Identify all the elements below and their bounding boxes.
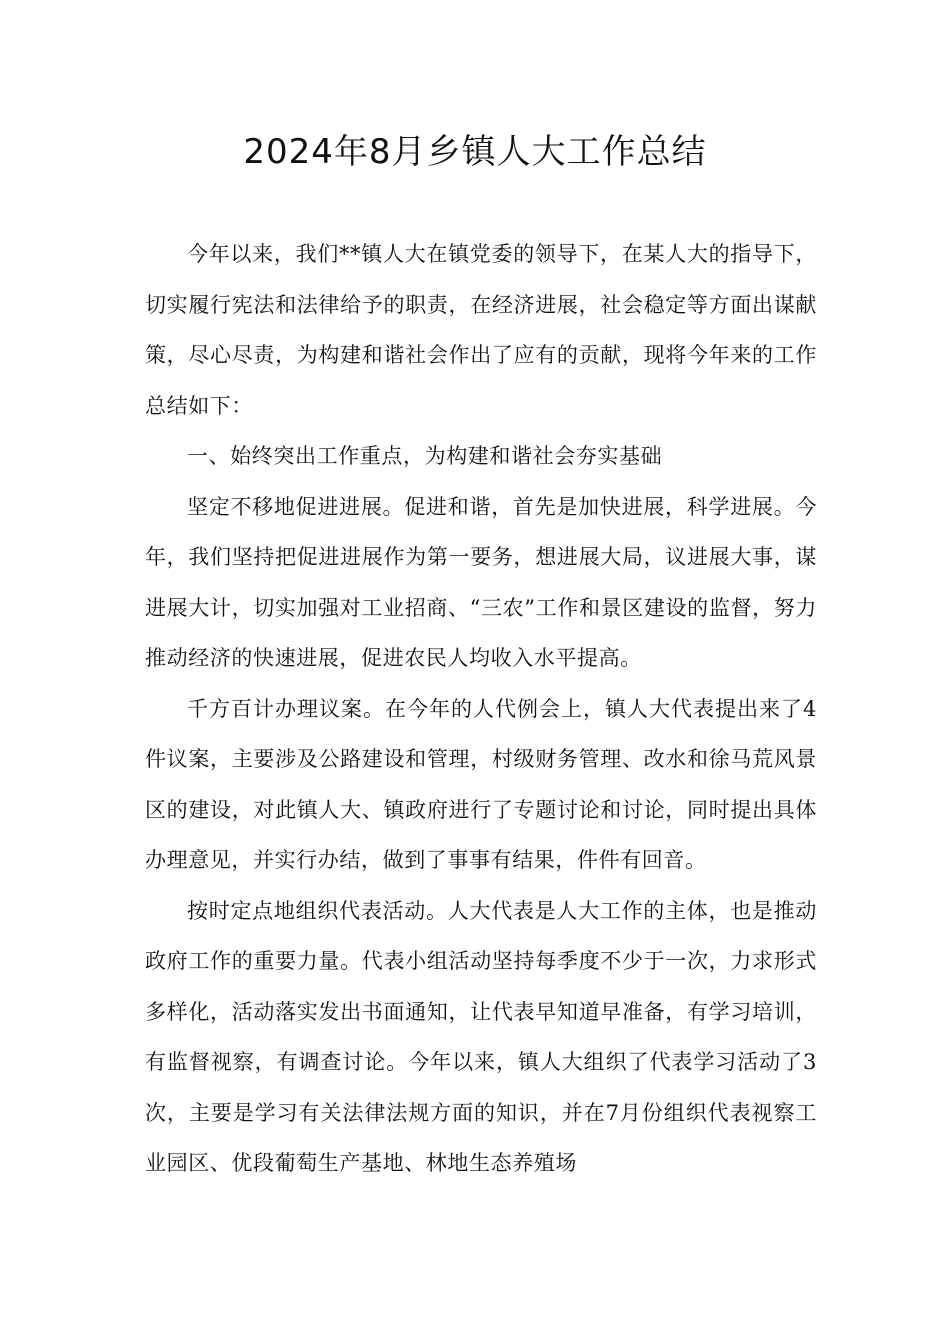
document-title: 2024年8月乡镇人大工作总结 xyxy=(243,132,707,172)
paragraph-intro: 今年以来，我们**镇人大在镇党委的领导下，在某人大的指导下，切实履行宪法和法律给予的职责，在经济进展，社会稳定等方面出谋献策，尽心尽责，为构建和谐社会作出了应有的贡献，现将今年来的工作总结如下： xyxy=(145,242,817,418)
document-body xyxy=(145,229,817,1189)
section-heading-1: 一、始终突出工作重点，为构建和谐社会夯实基础 xyxy=(187,444,663,468)
paragraph-representative-activities: 按时定点地组织代表活动。人大代表是人大工作的主体，也是推动政府工作的重要力量。代表小组活动坚持每季度不少于一次，力求形式多样化，活动落实发出书面通知，让代表早知道早准备，有学习培训，有监督视察，有调查讨论。今年以来，镇人大组织了代表学习活动了3次，主要是学习有关法律法规方面的知识，并在7月份组织代表视察工业园区、优段葡萄生产基地、林地生态养殖场 xyxy=(145,898,817,1175)
paragraph-development: 坚定不移地促进进展。促进和谐，首先是加快进展，科学进展。今年，我们坚持把促进进展作为第一要务，想进展大局，议进展大事，谋进展大计，切实加强对工业招商、“三农”工作和景区建设的监督，努力推动经济的快速进展，促进农民人均收入水平提高。 xyxy=(145,494,817,670)
paragraph-proposals: 千方百计办理议案。在今年的人代例会上，镇人大代表提出来了4件议案，主要涉及公路建设和管理，村级财务管理、改水和徐马荒风景区的建设，对此镇人大、镇政府进行了专题讨论和讨论，同时提出具体办理意见，并实行办结，做到了事事有结果，件件有回音。 xyxy=(145,696,817,872)
